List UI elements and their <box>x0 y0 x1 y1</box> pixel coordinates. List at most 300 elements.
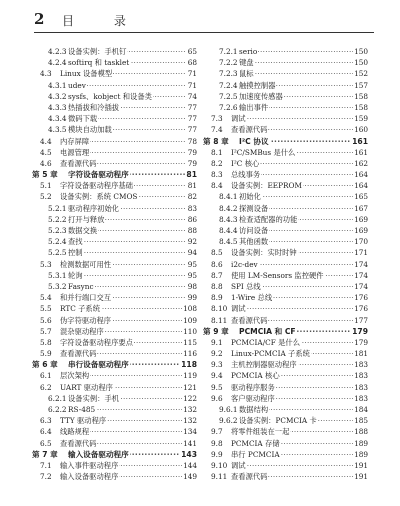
toc-entry <box>32 191 197 202</box>
leader-dots <box>68 270 185 281</box>
toc-entry <box>203 259 368 270</box>
toc-entry-page: 176 <box>354 304 368 314</box>
toc-entry-page: 74 <box>187 91 197 101</box>
toc-entry-number: 4.2.3 <box>48 47 67 56</box>
toc-entry-number: 5.2.1 <box>48 203 67 213</box>
toc-entry-number: 8.6 <box>211 259 223 269</box>
toc-entry-title: 检测数据可用性 <box>60 259 112 269</box>
toc-entry-title: 数据结构 <box>239 405 269 414</box>
toc-entry-number: 7.2.1 <box>219 47 238 56</box>
toc-entry-number: 7.2.5 <box>219 91 238 101</box>
toc-entry-title: 查看源代码 <box>60 349 97 359</box>
toc-entry-number: 5.6 <box>40 315 52 325</box>
toc-entry-number: 8.4.5 <box>219 237 238 247</box>
toc-entry <box>203 236 368 247</box>
toc-entry-page: 98 <box>187 281 197 291</box>
toc-entry-number: 4.3.1 <box>48 80 67 90</box>
toc-entry-number: 6.4 <box>40 427 52 437</box>
toc-entry-title: softirq 和 tasklet <box>68 58 130 68</box>
toc-entry <box>203 180 368 191</box>
toc-entry-title: 调试 <box>231 114 246 124</box>
toc-entry <box>32 80 197 91</box>
toc-entry <box>32 203 197 214</box>
toc-entry <box>203 348 368 359</box>
toc-entry <box>32 415 197 426</box>
toc-entry-number: 8.4.3 <box>219 214 238 224</box>
toc-entry-page: 184 <box>354 405 368 414</box>
toc-entry-page: 82 <box>187 192 197 202</box>
toc-entry-title: 查看源代码 <box>231 315 268 325</box>
toc-entry-page: 189 <box>354 438 368 448</box>
toc-entry-page: 92 <box>187 237 197 247</box>
leader-dots <box>68 236 185 247</box>
toc-entry <box>203 247 368 258</box>
leader-dots <box>239 57 356 68</box>
toc-entry-page: 176 <box>354 293 368 303</box>
toc-entry-title: 触摸控制器 <box>239 80 276 90</box>
toc-entry-page: 185 <box>354 416 368 426</box>
toc-entry-page: 183 <box>354 382 368 392</box>
toc-entry-number: 7.1 <box>40 460 52 470</box>
toc-entry-title: 伪字符驱动程序 <box>60 315 112 325</box>
toc-column-right <box>203 46 368 482</box>
toc-entry <box>32 292 197 303</box>
toc-entry-page: 183 <box>354 393 368 403</box>
toc-entry-title: 字符设备驱动程序要点 <box>60 337 133 347</box>
toc-entry-title: 加速度传感器 <box>239 91 283 101</box>
toc-entry-page: 81 <box>186 170 197 180</box>
toc-entry-title: 其他函数 <box>239 237 269 247</box>
toc-chapter-entry <box>32 359 197 370</box>
toc-entry <box>32 124 197 135</box>
toc-entry-number: 5.7 <box>40 326 52 336</box>
toc-entry-number: 7.2.3 <box>219 69 238 79</box>
toc-entry-title: 设备实例：手机 <box>68 393 120 403</box>
toc-entry-page: 149 <box>183 472 197 482</box>
toc-entry-number: 6.2.1 <box>48 393 67 403</box>
toc-entry-page: 134 <box>183 427 197 437</box>
toc-entry-page: 108 <box>183 304 197 314</box>
toc-entry <box>32 46 197 57</box>
toc-entry-page: 110 <box>183 326 197 336</box>
toc-entry-title: Fasync <box>68 281 94 291</box>
toc-entry-page: 162 <box>354 158 368 168</box>
toc-entry-number: 5.3.1 <box>48 270 67 280</box>
toc-entry-title: 内存屏障 <box>60 136 90 146</box>
toc-entry-number: 4.3 <box>40 69 52 79</box>
toc-entry <box>32 57 197 68</box>
toc-entry-page: 174 <box>354 259 368 269</box>
toc-entry-page: 71 <box>187 80 197 90</box>
toc-entry-title: 查看源代码 <box>231 472 268 482</box>
toc-entry-number: 5.2.2 <box>48 214 67 224</box>
toc-entry-number: 5.3.2 <box>48 281 67 291</box>
toc-entry-number: 7.2.4 <box>219 80 238 90</box>
toc-entry-page: 164 <box>354 170 368 180</box>
toc-entry-page: 119 <box>183 371 197 381</box>
toc-entry <box>203 270 368 281</box>
toc-entry <box>32 337 197 348</box>
toc-entry-page: 150 <box>354 47 368 56</box>
toc-entry-page: 159 <box>354 114 368 124</box>
toc-entry <box>203 102 368 113</box>
toc-entry-page: 81 <box>187 181 197 191</box>
toc-entry-page: 181 <box>354 349 368 359</box>
toc-entry-number: 4.2.4 <box>48 58 67 68</box>
toc-entry-number: 9.6.2 <box>219 416 238 426</box>
toc-entry-number: 7.2.6 <box>219 102 238 112</box>
toc-entry-title: PCMCIA/CF 是什么 <box>231 337 301 347</box>
toc-entry <box>32 426 197 437</box>
toc-entry <box>203 46 368 57</box>
toc-entry-page: 167 <box>354 203 368 213</box>
toc-entry-page: 183 <box>354 360 368 370</box>
toc-entry <box>32 438 197 449</box>
toc-entry-page: 116 <box>183 349 197 359</box>
toc-entry-title: Linux 设备模型 <box>60 69 113 79</box>
toc-entry-page: 157 <box>354 80 368 90</box>
toc-entry-number: 5.2.4 <box>48 237 67 247</box>
toc-entry-title: PCMCIA 核心 <box>231 371 280 381</box>
toc-entry-title: 控制 <box>68 248 83 258</box>
toc-entry-title: 轮询 <box>68 270 83 280</box>
toc-entry-title: 热插拔和冷插拔 <box>68 102 120 112</box>
toc-entry-title: 查看源代码 <box>60 438 97 448</box>
toc-entry-title: 输入设备驱动程序 <box>60 472 119 482</box>
leader-dots <box>231 460 356 471</box>
toc-entry-number: 9.9 <box>211 449 223 459</box>
toc-entry-title: 输入事件驱动程序 <box>60 460 119 470</box>
toc-entry-page: 150 <box>354 58 368 68</box>
toc-entry-title: 串行 PCMCIA <box>231 449 280 459</box>
toc-entry-title: 数据交换 <box>68 226 98 235</box>
toc-entry-title: 客户驱动程序 <box>231 393 275 403</box>
toc-entry-title: 驱动程序服务 <box>231 382 275 392</box>
toc-entry-title: 初始化 <box>239 192 261 202</box>
toc-entry-title: 设备实例：系统 CMOS <box>60 192 138 202</box>
toc-entry-page: 132 <box>183 416 197 426</box>
toc-chapter-entry <box>203 136 368 147</box>
leader-dots <box>231 303 356 314</box>
toc-entry-number: 7.4 <box>211 125 223 135</box>
toc-entry <box>203 404 368 415</box>
toc-entry-number: 8.8 <box>211 281 223 291</box>
toc-chapter-entry <box>203 326 368 337</box>
toc-entry <box>203 438 368 449</box>
toc-entry <box>32 303 197 314</box>
toc-entry-page: 83 <box>187 203 197 213</box>
toc-entry-number: 8.4.1 <box>219 192 238 202</box>
toc-entry-number: 5.2 <box>40 192 52 202</box>
toc-entry-number: 9.1 <box>211 337 223 347</box>
toc-entry <box>203 315 368 326</box>
toc-entry-number: 5.8 <box>40 337 52 347</box>
toc-entry <box>203 80 368 91</box>
toc-entry-title: 微码下载 <box>68 114 98 124</box>
toc-entry <box>32 113 197 124</box>
toc-entry <box>32 247 197 258</box>
toc-entry-number: 5.2.5 <box>48 248 67 258</box>
toc-entry <box>203 359 368 370</box>
toc-column-left <box>32 46 197 482</box>
toc-entry <box>203 203 368 214</box>
toc-entry-page: 99 <box>187 293 197 303</box>
toc-entry-number: 8.2 <box>211 158 223 168</box>
toc-entry-number: 9.6.1 <box>219 405 238 414</box>
toc-entry <box>203 147 368 158</box>
toc-entry-title: 键盘 <box>239 58 254 68</box>
toc-entry-title: RS-485 <box>68 405 96 414</box>
toc-entry-page: 71 <box>187 69 197 79</box>
toc-entry <box>32 180 197 191</box>
toc-entry-number: 第 9 章 <box>203 326 229 336</box>
toc-entry-title: 鼠标 <box>239 69 254 79</box>
toc-entry-page: 169 <box>354 214 368 224</box>
toc-entry-title: 将零件组装在一起 <box>231 427 290 437</box>
toc-entry-number: 8.4.2 <box>219 203 238 213</box>
toc-entry <box>203 91 368 102</box>
toc-entry-number: 9.8 <box>211 438 223 448</box>
toc-entry-page: 68 <box>187 58 197 68</box>
toc-entry-page: 161 <box>352 136 368 146</box>
toc-entry-number: 7.2.2 <box>219 58 238 68</box>
toc-entry-number: 8.7 <box>211 270 223 280</box>
toc-entry-page: 122 <box>183 393 197 403</box>
toc-entry-page: 79 <box>187 158 197 168</box>
toc-entry-title: 设备实例：EEPROM <box>231 181 302 191</box>
toc-entry-title: 打开与释放 <box>68 214 105 224</box>
toc-entry-number: 5.2.3 <box>48 226 67 235</box>
toc-entry-title: 探测设备 <box>239 203 269 213</box>
toc-entry <box>32 147 197 158</box>
toc-entry-page: 158 <box>354 91 368 101</box>
toc-entry-title: 线路规程 <box>60 427 90 437</box>
page-number: 2 <box>34 10 45 28</box>
toc-entry-number: 6.2.2 <box>48 405 67 414</box>
toc-entry <box>32 382 197 393</box>
toc-entry <box>203 191 368 202</box>
toc-entry <box>203 158 368 169</box>
toc-entry-title: PCMCIA 和 CF <box>239 326 296 336</box>
toc-entry-number: 8.4.4 <box>219 226 238 235</box>
toc-entry-title: 调试 <box>231 304 246 314</box>
toc-entry <box>203 214 368 225</box>
toc-entry-number: 9.6 <box>211 393 223 403</box>
toc-entry-page: 152 <box>354 69 368 79</box>
toc-entry-page: 143 <box>181 449 197 459</box>
toc-entry-title: 查看源代码 <box>231 125 268 135</box>
toc-entry-title: I²C 核心 <box>231 158 260 168</box>
toc-entry-title: I²C/SMBus 是什么 <box>231 147 296 157</box>
toc-entry-page: 88 <box>187 226 197 235</box>
toc-entry-title: 1-Wire 总线 <box>231 293 273 303</box>
toc-entry-title: 总线事务 <box>231 170 261 180</box>
toc-entry-page: 109 <box>183 315 197 325</box>
toc-entry-page: 94 <box>187 248 197 258</box>
toc-entry-title: 访问设备 <box>239 226 269 235</box>
toc-chapter-entry <box>32 449 197 460</box>
toc-entry-number: 第 7 章 <box>32 449 58 459</box>
toc-entry-number: 第 8 章 <box>203 136 229 146</box>
toc-entry-number: 4.5 <box>40 147 52 157</box>
toc-entry-title: 串行设备驱动程序 <box>68 360 129 370</box>
toc-entry <box>203 113 368 124</box>
toc-entry-number: 7.2 <box>40 472 52 482</box>
toc-entry <box>32 471 197 482</box>
toc-entry-number: 4.3.3 <box>48 102 67 112</box>
toc-entry-title: 输出事件 <box>239 102 269 112</box>
toc-entry-title: serio <box>239 47 258 56</box>
toc-entry-number: 5.3 <box>40 259 52 269</box>
toc-entry <box>203 337 368 348</box>
toc-entry-page: 95 <box>187 270 197 280</box>
toc-entry <box>32 158 197 169</box>
toc-entry-page: 118 <box>181 360 197 370</box>
toc-entry <box>32 348 197 359</box>
toc-entry <box>32 236 197 247</box>
toc-entry-number: 8.11 <box>211 315 228 325</box>
leader-dots <box>68 247 185 258</box>
toc-entry-page: 77 <box>187 125 197 135</box>
toc-entry <box>32 259 197 270</box>
toc-entry-page: 188 <box>354 427 368 437</box>
toc-entry-number: 4.3.2 <box>48 91 67 101</box>
toc-entry-number: 9.11 <box>211 472 228 482</box>
toc-entry-number: 5.1 <box>40 181 52 191</box>
toc-entry <box>32 214 197 225</box>
toc-entry-page: 141 <box>183 438 197 448</box>
toc-entry-title: TTY 驱动程序 <box>60 416 107 426</box>
toc-entry-title: 混杂驱动程序 <box>60 326 104 336</box>
toc-entry-title: 输入设备驱动程序 <box>68 449 129 459</box>
toc-entry <box>32 315 197 326</box>
toc-entry-title: PCMCIA 存储 <box>231 438 280 448</box>
toc-entry-page: 174 <box>354 270 368 280</box>
leader-dots <box>231 113 356 124</box>
toc-entry-number: 8.5 <box>211 248 223 258</box>
toc-entry-number: 4.3.5 <box>48 125 67 135</box>
page-header <box>34 10 374 34</box>
toc-entry-page: 65 <box>187 47 197 56</box>
toc-entry-page: 161 <box>354 147 368 157</box>
toc-entry-page: 158 <box>354 102 368 112</box>
toc-entry-number: 7.3 <box>211 114 223 124</box>
toc-entry <box>203 370 368 381</box>
toc-entry-number: 9.4 <box>211 371 223 381</box>
toc-entry-number: 6.5 <box>40 438 52 448</box>
leader-dots <box>239 68 356 79</box>
toc-entry-title: 设备实例：手机钉 <box>68 47 127 56</box>
toc-entry-number: 6.3 <box>40 416 52 426</box>
toc-entry-title: 查看源代码 <box>60 158 97 168</box>
toc-entry-page: 174 <box>354 281 368 291</box>
toc-entry-page: 179 <box>352 326 368 336</box>
toc-entry-title: 设备实例：PCMCIA 卡 <box>239 416 317 426</box>
toc-entry-number: 第 6 章 <box>32 360 58 370</box>
toc-entry <box>32 270 197 281</box>
toc-entry-page: 179 <box>354 337 368 347</box>
toc-entry-number: 9.7 <box>211 427 223 437</box>
toc-entry <box>32 326 197 337</box>
toc-entry <box>203 303 368 314</box>
toc-entry-page: 165 <box>354 192 368 202</box>
toc-entry-title: 和并行端口交互 <box>60 293 112 303</box>
toc-entry-page: 79 <box>187 147 197 157</box>
toc-entry-title: sysfs、kobject 和设备类 <box>68 91 152 101</box>
toc-entry-number: 第 5 章 <box>32 170 58 180</box>
toc-entry <box>32 68 197 79</box>
toc-entry-title: SPI 总线 <box>231 281 261 291</box>
toc-entry-title: 字符设备驱动程序 <box>68 170 129 180</box>
toc-entry <box>203 124 368 135</box>
toc-entry-title: RTC 子系统 <box>60 304 101 314</box>
toc-entry <box>203 57 368 68</box>
toc-entry-number: 9.2 <box>211 349 223 359</box>
toc-entry-title: udev <box>68 80 86 90</box>
toc-entry-title: 设备实例：实时时钟 <box>231 248 297 258</box>
toc-entry-page: 177 <box>354 315 368 325</box>
toc-entry-page: 115 <box>183 337 197 347</box>
toc-entry-page: 191 <box>354 460 368 470</box>
toc-entry-number: 6.1 <box>40 371 52 381</box>
toc-entry-title: UART 驱动程序 <box>60 382 113 392</box>
toc-entry <box>32 393 197 404</box>
toc-entry-page: 191 <box>354 472 368 482</box>
toc-entry <box>32 225 197 236</box>
toc-entry-page: 169 <box>354 226 368 235</box>
toc-entry <box>203 68 368 79</box>
toc-entry-page: 86 <box>187 214 197 224</box>
toc-entry <box>32 136 197 147</box>
toc-entry <box>32 460 197 471</box>
toc-entry-number: 4.3.4 <box>48 114 67 124</box>
toc-entry-number: 8.1 <box>211 147 223 157</box>
toc-entry-number: 5.4 <box>40 293 52 303</box>
toc-entry <box>203 292 368 303</box>
toc-entry-number: 9.10 <box>211 460 228 470</box>
toc-entry <box>32 91 197 102</box>
toc-entry-page: 121 <box>183 382 197 392</box>
toc-entry <box>203 281 368 292</box>
toc-entry-page: 77 <box>187 102 197 112</box>
toc-entry-page: 183 <box>354 371 368 381</box>
toc-entry <box>32 281 197 292</box>
toc-entry-title: 字符设备驱动程序基础 <box>60 181 133 191</box>
toc-entry-title: I²C 协议 <box>239 136 269 146</box>
toc-entry-number: 4.6 <box>40 158 52 168</box>
toc-entry-title: 驱动程序初始化 <box>68 203 120 213</box>
toc-entry-title: 电源管理 <box>60 147 90 157</box>
toc-chapter-entry <box>32 169 197 180</box>
toc-entry-page: 170 <box>354 237 368 247</box>
toc-entry-page: 144 <box>183 460 197 470</box>
toc-entry <box>203 415 368 426</box>
toc-entry-number: 4.4 <box>40 136 52 146</box>
toc-entry-number: 5.9 <box>40 349 52 359</box>
toc-entry-title: 模块自动加载 <box>68 125 112 135</box>
toc-entry-title: i2c-dev <box>231 259 258 269</box>
toc-entry-number: 6.2 <box>40 382 52 392</box>
toc-entry <box>203 460 368 471</box>
toc-entry-title: 调试 <box>231 460 246 470</box>
toc-entry-page: 171 <box>354 248 368 258</box>
toc-entry-title: 主机控制器驱动程序 <box>231 360 297 370</box>
toc-entry <box>203 449 368 460</box>
toc-entry-page: 95 <box>187 259 197 269</box>
toc-entry <box>203 382 368 393</box>
toc-entry <box>203 225 368 236</box>
toc-entry <box>32 370 197 381</box>
